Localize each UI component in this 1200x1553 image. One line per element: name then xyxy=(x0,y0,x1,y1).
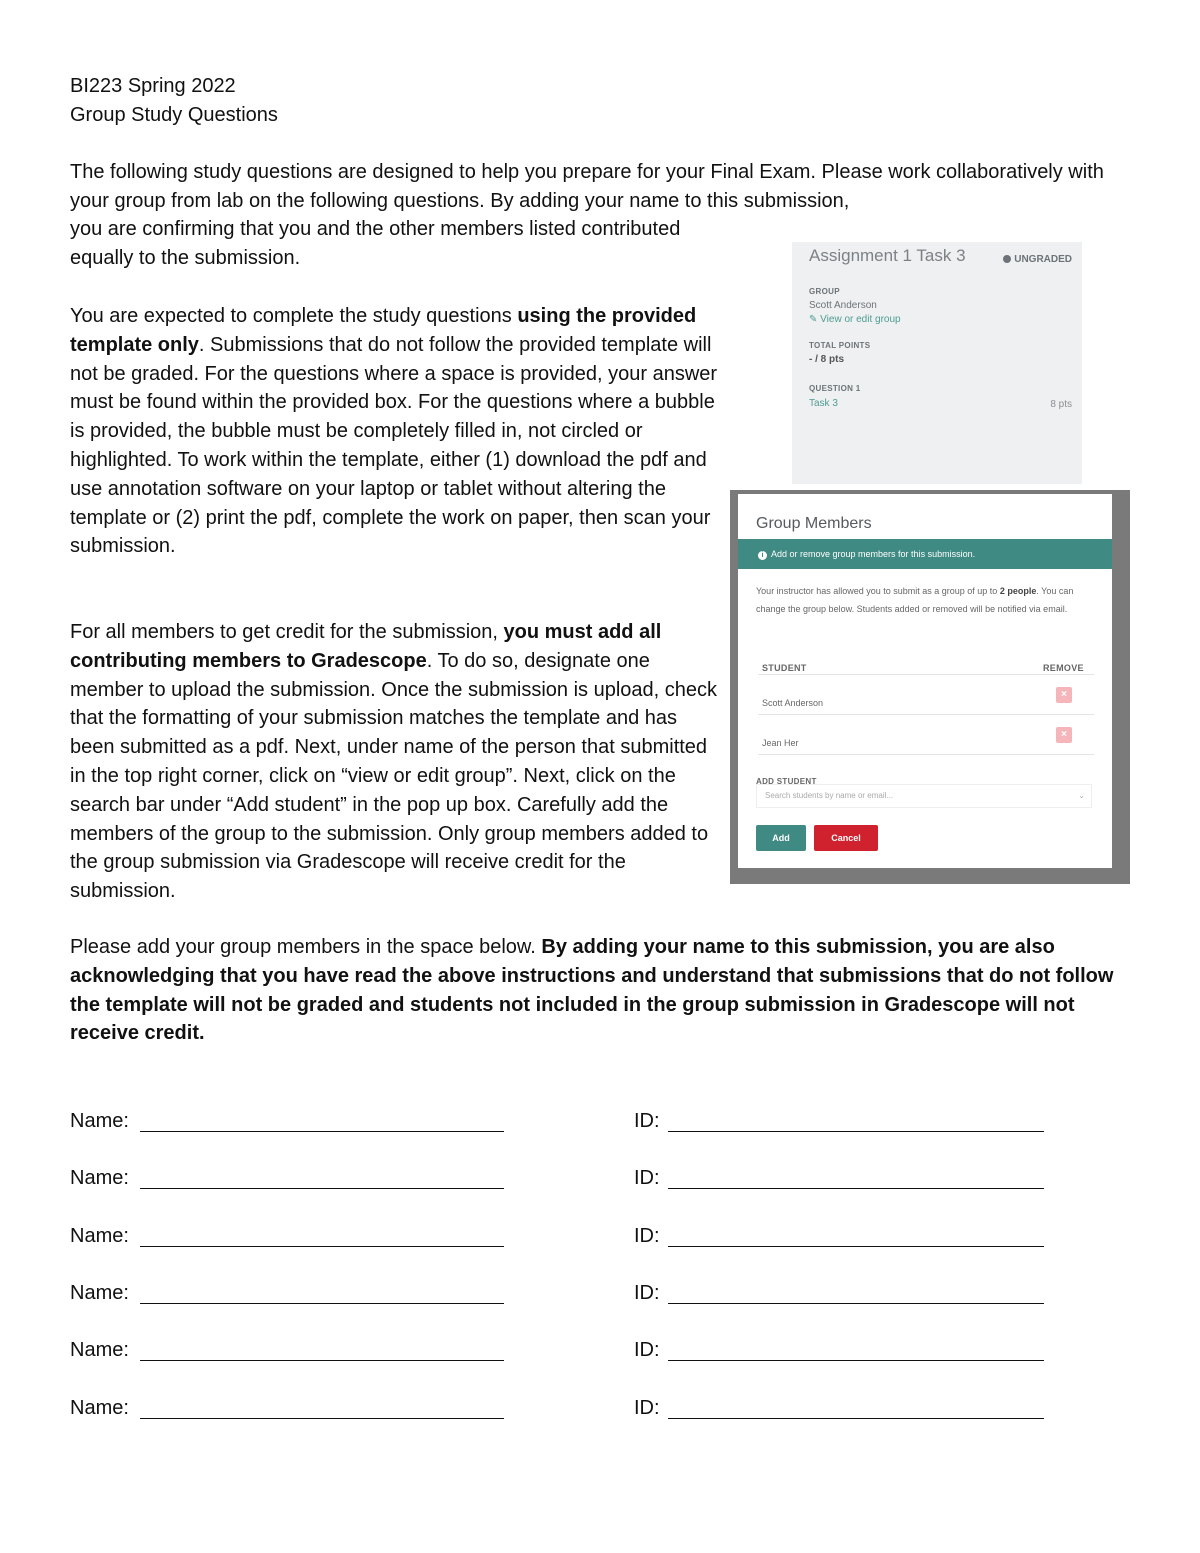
name-label: Name: xyxy=(70,1110,129,1132)
emphasis-text: 2 people xyxy=(999,586,1037,596)
status-badge xyxy=(1003,246,1072,275)
text: You are expected to complete the study questions xyxy=(70,305,518,327)
text: . To do so, designate one member to upload the submission. Once the submission is upload, check that the formatting of your submission matches the template and has been submitted as a pdf. Next, under name of the person that submitted in the top right corner, click on “view or edit group”. Next, click on the search bar under “Add student” in the pop up box. Carefully add the members of the group to the submission. Only group members added to the group submission via Gradescope will receive credit for the submission. xyxy=(70,649,718,903)
modal-title: Group Members xyxy=(756,515,872,532)
name-label: Name: xyxy=(70,1282,129,1304)
id-field[interactable] xyxy=(668,1418,1044,1419)
member-row xyxy=(70,1164,1070,1194)
assignment-card-screenshot xyxy=(792,242,1082,484)
remove-student-button[interactable]: × xyxy=(1056,687,1072,703)
text: . Submissions that do not follow the provided template will not be graded. For the questions where a space is provided, your answer must be found within the provided box. For the questions where a bubble is provided, the bubble must be completely filled in, not circled or highlighted. To work within the template, either (1) download the pdf and use annotation software on your laptop or tablet without altering the template or (2) print the pdf, complete the work on paper, then scan your submission. xyxy=(70,333,718,558)
assignment-title: Assignment 1 Task 3 xyxy=(809,246,966,265)
emphasis-text: using the provided template only xyxy=(70,305,697,356)
divider xyxy=(758,714,1094,715)
id-field[interactable] xyxy=(668,1246,1044,1247)
name-field[interactable] xyxy=(140,1188,504,1189)
id-label: ID: xyxy=(634,1282,660,1304)
add-student-label: ADD STUDENT xyxy=(756,777,817,786)
id-label: ID: xyxy=(634,1225,660,1247)
info-banner xyxy=(738,539,1112,569)
member-row xyxy=(70,1107,1070,1137)
link-label: View or edit group xyxy=(820,314,901,325)
chevron-down-icon: ⌄ xyxy=(1078,791,1085,800)
intro-paragraph-rest: you are confirming that you and the other members listed contributed equally to the submission. xyxy=(70,218,681,269)
divider xyxy=(758,754,1094,755)
question-label: QUESTION 1 xyxy=(809,384,861,393)
id-label: ID: xyxy=(634,1110,660,1132)
view-edit-group-link[interactable] xyxy=(809,306,901,335)
gradescope-instructions xyxy=(70,618,720,906)
group-label: GROUP xyxy=(809,287,840,296)
total-points-value: - / 8 pts xyxy=(809,354,845,365)
student-row-name: Scott Anderson xyxy=(762,698,824,708)
name-label: Name: xyxy=(70,1225,129,1247)
name-field[interactable] xyxy=(140,1246,504,1247)
modal-description xyxy=(756,582,1096,618)
add-button[interactable]: Add xyxy=(756,825,806,851)
name-label: Name: xyxy=(70,1339,129,1361)
group-members-screenshot xyxy=(730,490,1130,884)
member-row xyxy=(70,1222,1070,1252)
search-placeholder: Search students by name or email... xyxy=(765,791,894,800)
id-label: ID: xyxy=(634,1167,660,1189)
course-title: BI223 Spring 2022 xyxy=(70,75,236,97)
name-field[interactable] xyxy=(140,1360,504,1361)
document-header xyxy=(70,72,278,130)
emphasis-text: you must add all contributing members to Gradescope xyxy=(70,621,662,672)
template-instructions xyxy=(70,302,720,561)
banner-text: Add or remove group members for this submission. xyxy=(771,549,976,559)
emphasis-text: By adding your name to this submission, you are also acknowledging that you have read the above instructions and understand that submissions that do not follow the template will not be graded and students not included in the group submission in Gradescope will not receive credit. xyxy=(70,936,1114,1045)
id-field[interactable] xyxy=(668,1360,1044,1361)
column-header-remove: REMOVE xyxy=(1043,663,1084,673)
student-search-input[interactable] xyxy=(756,784,1092,808)
id-field[interactable] xyxy=(668,1188,1044,1189)
student-row-name: Jean Her xyxy=(762,738,799,748)
total-points-label: TOTAL POINTS xyxy=(809,341,871,350)
acknowledgement-paragraph xyxy=(70,933,1130,1048)
id-label: ID: xyxy=(634,1397,660,1419)
text: . You can change the group below. Students added or removed will be notified via email. xyxy=(756,586,1074,614)
id-field[interactable] xyxy=(668,1303,1044,1304)
text: Your instructor has allowed you to submit as a group of up to xyxy=(756,586,1000,596)
name-field[interactable] xyxy=(140,1418,504,1419)
name-label: Name: xyxy=(70,1397,129,1419)
status-text: UNGRADED xyxy=(1014,254,1072,265)
group-member-name: Scott Anderson xyxy=(809,300,877,311)
cancel-button[interactable]: Cancel xyxy=(814,825,878,851)
text: For all members to get credit for the submission, xyxy=(70,621,504,643)
question-link[interactable]: Task 3 xyxy=(809,398,838,409)
info-icon: i xyxy=(758,551,767,560)
member-row xyxy=(70,1394,1070,1424)
name-field[interactable] xyxy=(140,1303,504,1304)
id-field[interactable] xyxy=(668,1131,1044,1132)
remove-student-button[interactable]: × xyxy=(1056,727,1072,743)
pencil-icon: ✎ xyxy=(809,314,818,325)
divider xyxy=(758,674,1094,675)
document-title: Group Study Questions xyxy=(70,103,278,126)
name-field[interactable] xyxy=(140,1131,504,1132)
group-members-modal xyxy=(738,494,1112,868)
member-row xyxy=(70,1336,1070,1366)
name-label: Name: xyxy=(70,1167,129,1189)
id-label: ID: xyxy=(634,1339,660,1361)
text: Please add your group members in the space below. xyxy=(70,936,542,958)
member-row xyxy=(70,1279,1070,1309)
question-points: 8 pts xyxy=(1050,399,1072,410)
column-header-student: STUDENT xyxy=(762,663,807,673)
status-dot-icon xyxy=(1003,255,1011,263)
intro-paragraph-lines: The following study questions are designed to help you prepare for your Final Exam. Please work collaboratively with your group from lab on the following questions. By adding your name to this submission, xyxy=(70,161,1104,212)
